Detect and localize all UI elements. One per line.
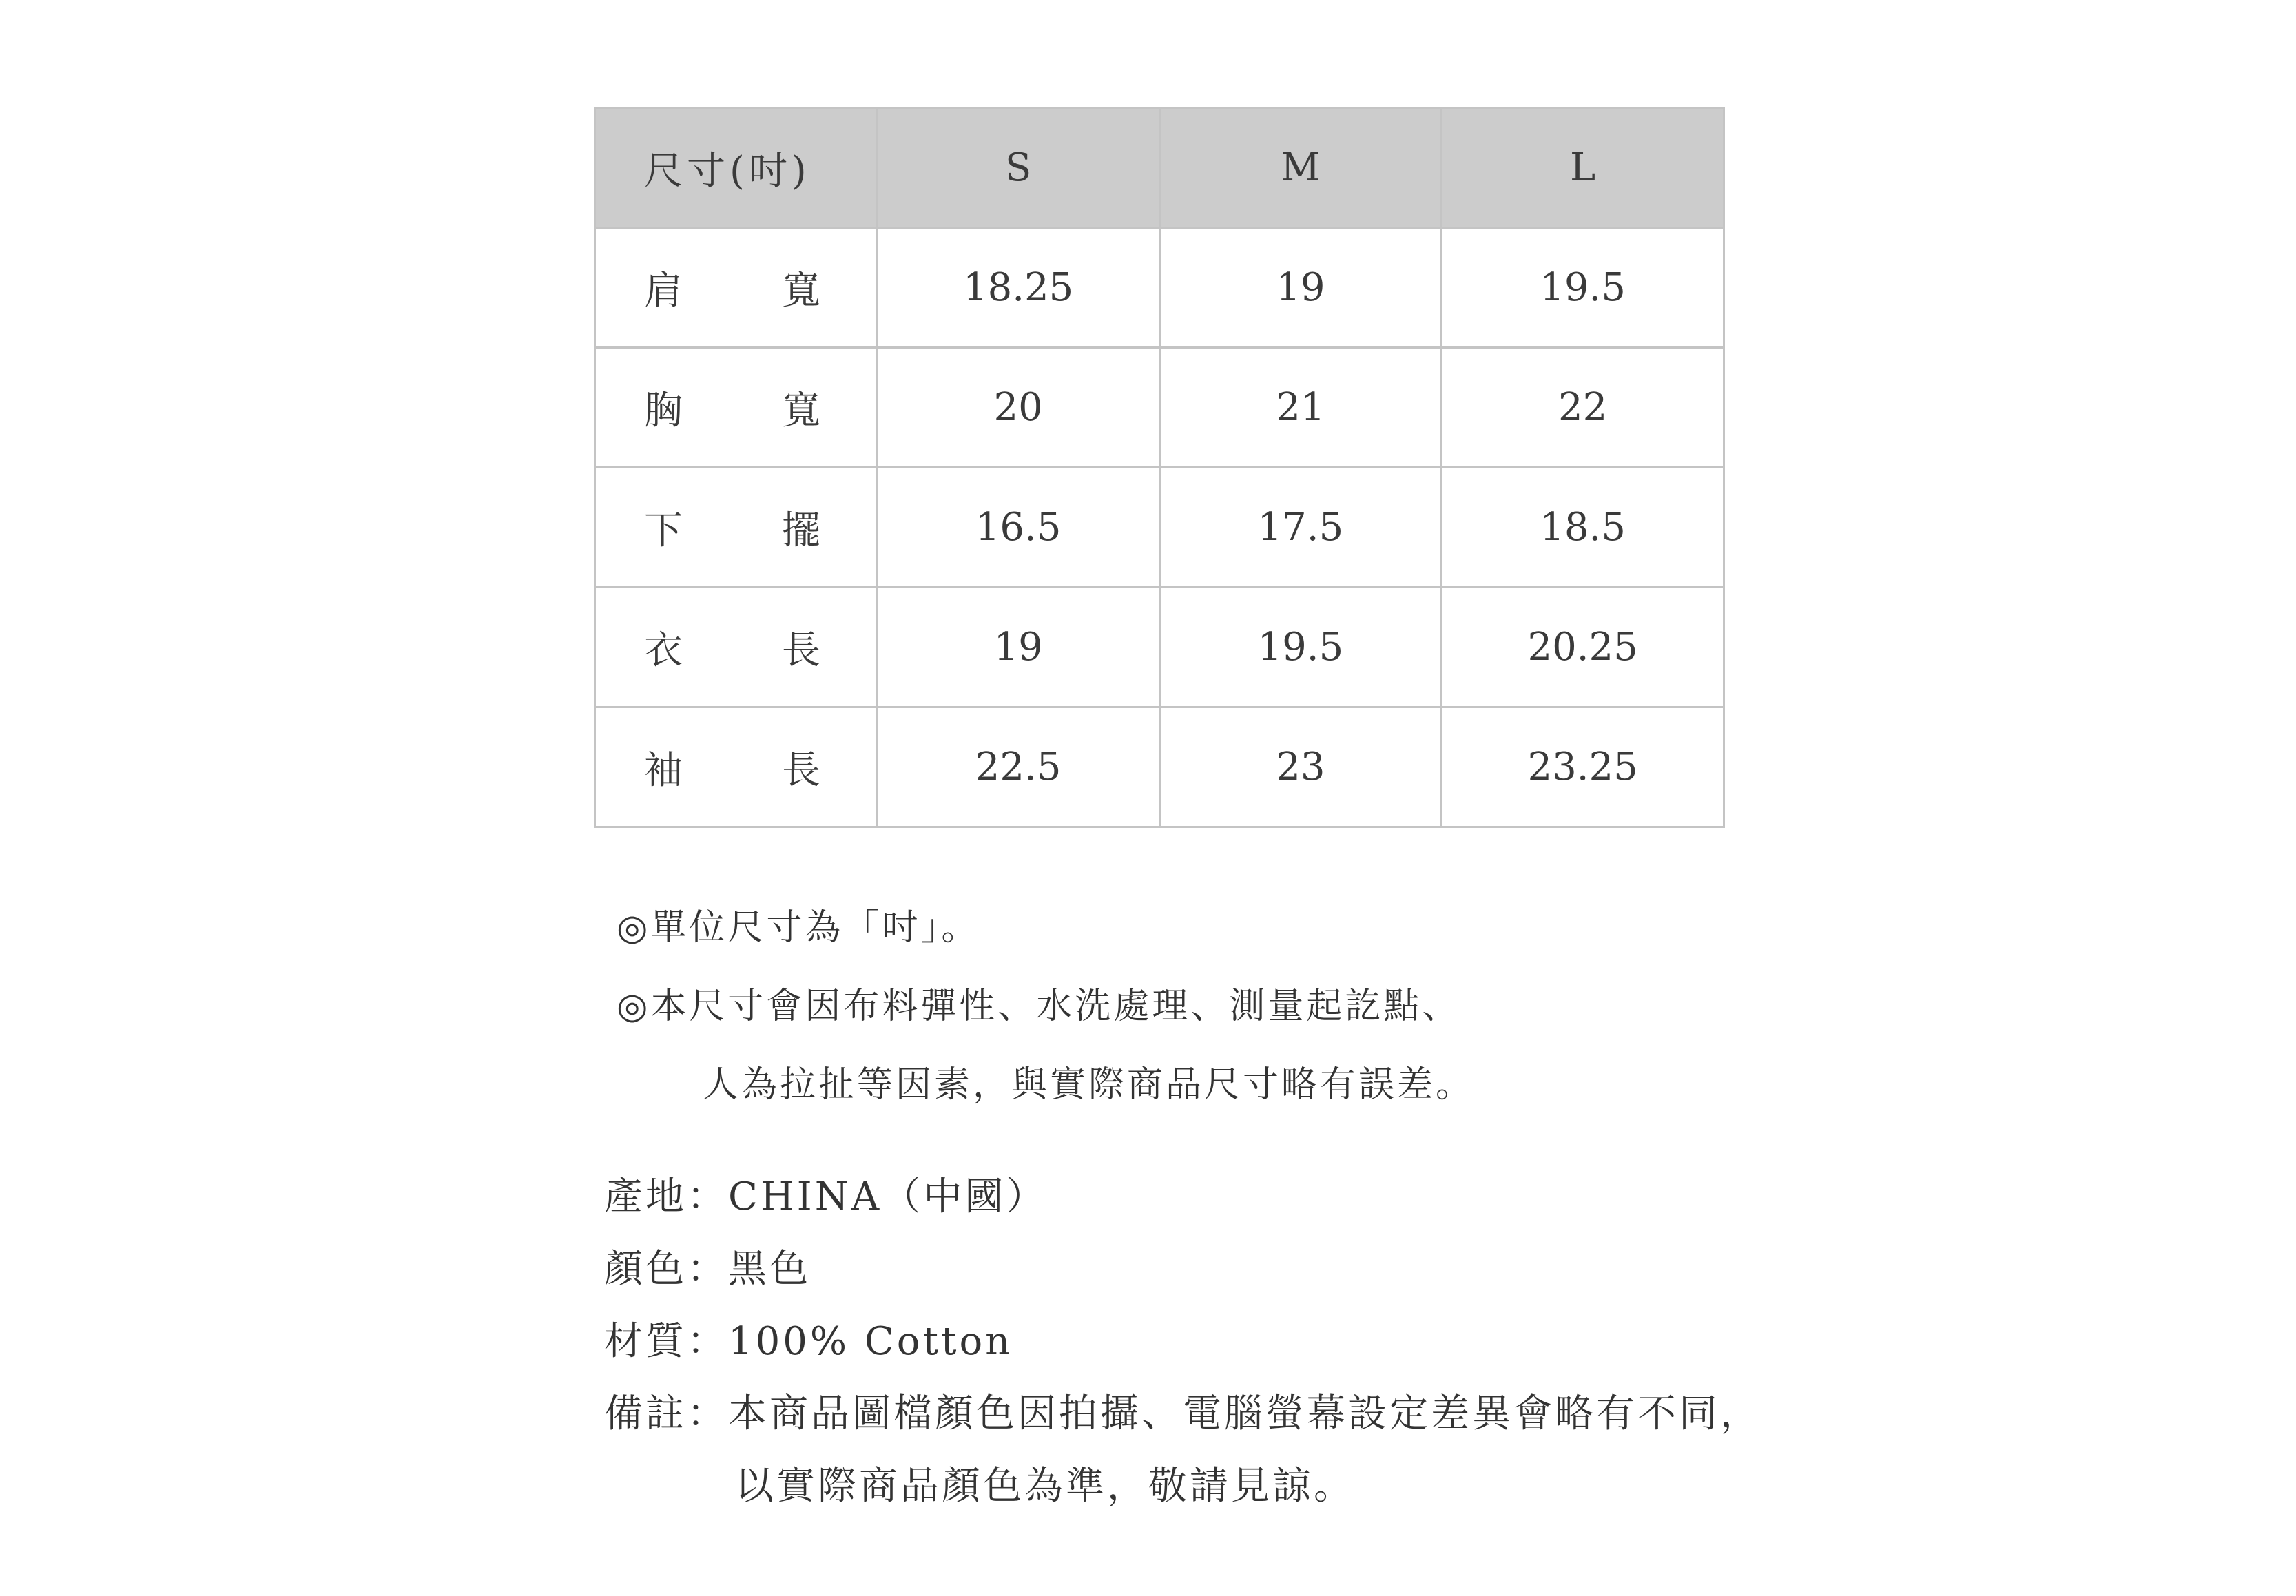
- spec-color: [604, 1233, 1761, 1305]
- size-chart-header-row: [595, 108, 1724, 228]
- table-cell: 22.5: [877, 707, 1159, 827]
- table-cell: 22: [1442, 348, 1724, 468]
- row-label-left: 袖: [644, 747, 683, 793]
- size-header-m: M: [1159, 108, 1442, 228]
- spec-origin-label: 產地：: [604, 1174, 728, 1219]
- table-cell: 19: [877, 588, 1159, 707]
- table-cell: 23: [1159, 707, 1442, 827]
- spec-color-label: 顏色：: [604, 1247, 728, 1292]
- table-cell: 20: [877, 348, 1159, 468]
- row-label-length: [595, 588, 878, 707]
- row-label-shoulder: [595, 228, 878, 348]
- table-cell: 19: [1159, 228, 1442, 348]
- table-cell: 23.25: [1442, 707, 1724, 827]
- note-unit: ◎單位尺寸為「吋」。: [617, 907, 980, 949]
- table-cell: 20.25: [1442, 588, 1724, 707]
- table-cell: 21: [1159, 348, 1442, 468]
- row-label-right: 寬: [782, 388, 820, 433]
- spec-material-value: 100% Cotton: [728, 1319, 1013, 1364]
- table-cell: 16.5: [877, 468, 1159, 588]
- row-label-left: 胸: [644, 388, 683, 433]
- size-header-s: S: [877, 108, 1159, 228]
- table-cell: 19.5: [1159, 588, 1442, 707]
- row-label-left: 下: [644, 508, 683, 553]
- size-chart-table: [594, 107, 1725, 828]
- spec-material: [604, 1305, 1761, 1378]
- product-specs: [604, 1161, 1761, 1522]
- size-unit-header-text: 尺寸(吋): [644, 148, 811, 194]
- table-cell: 17.5: [1159, 468, 1442, 588]
- row-label-right: 擺: [782, 508, 820, 553]
- row-label-right: 長: [782, 747, 820, 793]
- table-row: [595, 588, 1724, 707]
- table-row: [595, 228, 1724, 348]
- size-unit-header: [595, 108, 878, 228]
- table-row: [595, 707, 1724, 827]
- spec-remark-cont: [604, 1450, 1761, 1522]
- row-label-chest: [595, 348, 878, 468]
- row-label-right: 長: [782, 628, 820, 673]
- note-variance: ◎本尺寸會因布料彈性、水洗處理、測量起訖點、: [617, 986, 1461, 1027]
- table-cell: 18.5: [1442, 468, 1724, 588]
- note-variance-cont: 人為拉扯等因素，與實際商品尺寸略有誤差。: [703, 1064, 1475, 1106]
- size-notes: [617, 889, 1474, 1124]
- row-label-left: 肩: [644, 268, 683, 313]
- row-label-right: 寬: [782, 268, 820, 313]
- size-header-l: L: [1442, 108, 1724, 228]
- spec-color-value: 黑色: [728, 1247, 811, 1292]
- spec-origin-value: CHINA（中國）: [728, 1174, 1048, 1219]
- table-row: [595, 348, 1724, 468]
- spec-remark: [604, 1378, 1761, 1450]
- spec-material-label: 材質：: [604, 1319, 728, 1364]
- spec-origin: [604, 1161, 1761, 1233]
- row-label-hem: [595, 468, 878, 588]
- spec-remark-label: 備註：: [604, 1391, 728, 1436]
- spec-remark-line2: 以實際商品顏色為準，敬請見諒。: [735, 1464, 1355, 1509]
- row-label-sleeve: [595, 707, 878, 827]
- spec-remark-line1: 本商品圖檔顏色因拍攝、電腦螢幕設定差異會略有不同，: [728, 1391, 1761, 1436]
- row-label-left: 衣: [644, 628, 683, 673]
- table-row: [595, 468, 1724, 588]
- table-cell: 19.5: [1442, 228, 1724, 348]
- table-cell: 18.25: [877, 228, 1159, 348]
